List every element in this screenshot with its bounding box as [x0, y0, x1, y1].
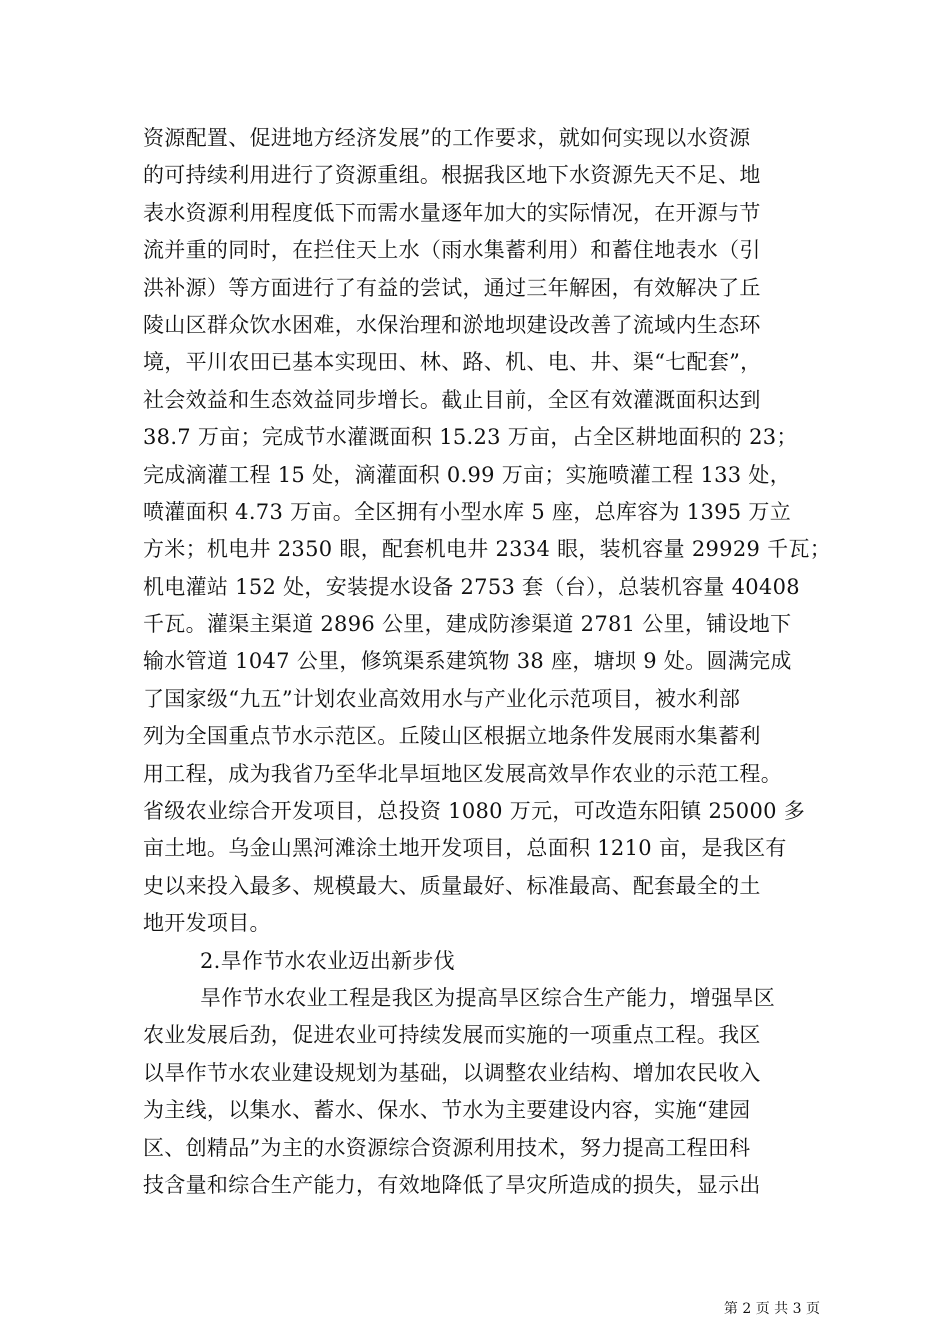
text-line: 了国家级“九五”计划农业高效用水与产业化示范项目，被水利部 — [143, 686, 741, 711]
text-line: 资源配置、促进地方经济发展”的工作要求，就如何实现以水资源 — [143, 126, 751, 150]
text-line: 方米；机电井 2350 眼，配套机电井 2334 眼，装机容量 29929 千瓦； — [143, 537, 832, 562]
text-line: 用工程，成为我省乃至华北旱垣地区发展高效旱作农业的示范工程。 — [143, 761, 782, 786]
text-line: 完成滴灌工程 15 处，滴灌面积 0.99 万亩；实施喷灌工程 133 处， — [143, 462, 792, 487]
text-line: 千瓦。灌渠主渠道 2896 公里，建成防渗渠道 2781 公里，铺设地下 — [143, 612, 792, 637]
body-text — [143, 120, 832, 1204]
text-line: 喷灌面积 4.73 万亩。全区拥有小型水库 5 座，总库容为 1395 万立 — [143, 499, 792, 524]
paragraph-first-line: 旱作节水农业工程是我区为提高旱区综合生产能力，增强旱区 — [200, 985, 776, 1010]
text-line: 输水管道 1047 公里，修筑渠系建筑物 38 座，塘坝 9 处。圆满完成 — [143, 649, 792, 674]
text-line: 社会效益和生态效益同步增长。截止目前，全区有效灌溉面积达到 — [143, 387, 761, 412]
text-line: 陵山区群众饮水困难，水保治理和淤地坝建设改善了流域内生态环 — [143, 312, 761, 337]
text-line: 农业发展后劲，促进农业可持续发展而实施的一项重点工程。我区 — [143, 1023, 761, 1048]
text-line: 列为全国重点节水示范区。丘陵山区根据立地条件发展雨水集蓄利 — [143, 724, 761, 749]
page-number: 第 2 页 共 3 页 — [723, 1301, 820, 1317]
text-line: 地开发项目。 — [143, 911, 271, 936]
text-line: 的可持续利用进行了资源重组。根据我区地下水资源先天不足、地 — [143, 163, 761, 188]
text-line: 区、创精品”为主的水资源综合资源利用技术，努力提高工程田科 — [143, 1135, 751, 1160]
text-line: 以旱作节水农业建设规划为基础，以调整农业结构、增加农民收入 — [143, 1060, 761, 1085]
text-line: 为主线，以集水、蓄水、保水、节水为主要建设内容，实施“建园 — [143, 1098, 751, 1123]
text-line: 亩土地。乌金山黑河滩涂土地开发项目，总面积 1210 亩，是我区有 — [143, 836, 787, 861]
text-line: 省级农业综合开发项目，总投资 1080 万元，可改造东阳镇 25000 多 — [143, 799, 806, 824]
section-heading: 2.旱作节水农业迈出新步伐 — [200, 948, 455, 973]
text-line: 38.7 万亩；完成节水灌溉面积 15.23 万亩，占全区耕地面积的 23； — [143, 425, 798, 450]
text-line: 史以来投入最多、规模最大、质量最好、标准最高、配套最全的土 — [143, 873, 761, 898]
text-line: 技含量和综合生产能力，有效地降低了旱灾所造成的损失，显示出 — [143, 1172, 761, 1197]
text-line: 表水资源利用程度低下而需水量逐年加大的实际情况，在开源与节 — [143, 200, 761, 225]
text-line: 洪补源）等方面进行了有益的尝试，通过三年解困，有效解决了丘 — [143, 275, 761, 300]
text-line: 境，平川农田已基本实现田、林、路、机、电、井、渠“七配套”， — [143, 350, 762, 375]
text-line: 流并重的同时，在拦住天上水（雨水集蓄利用）和蓄住地表水（引 — [143, 238, 761, 263]
text-line: 机电灌站 152 处，安装提水设备 2753 套（台），总装机容量 40408 — [143, 574, 800, 599]
